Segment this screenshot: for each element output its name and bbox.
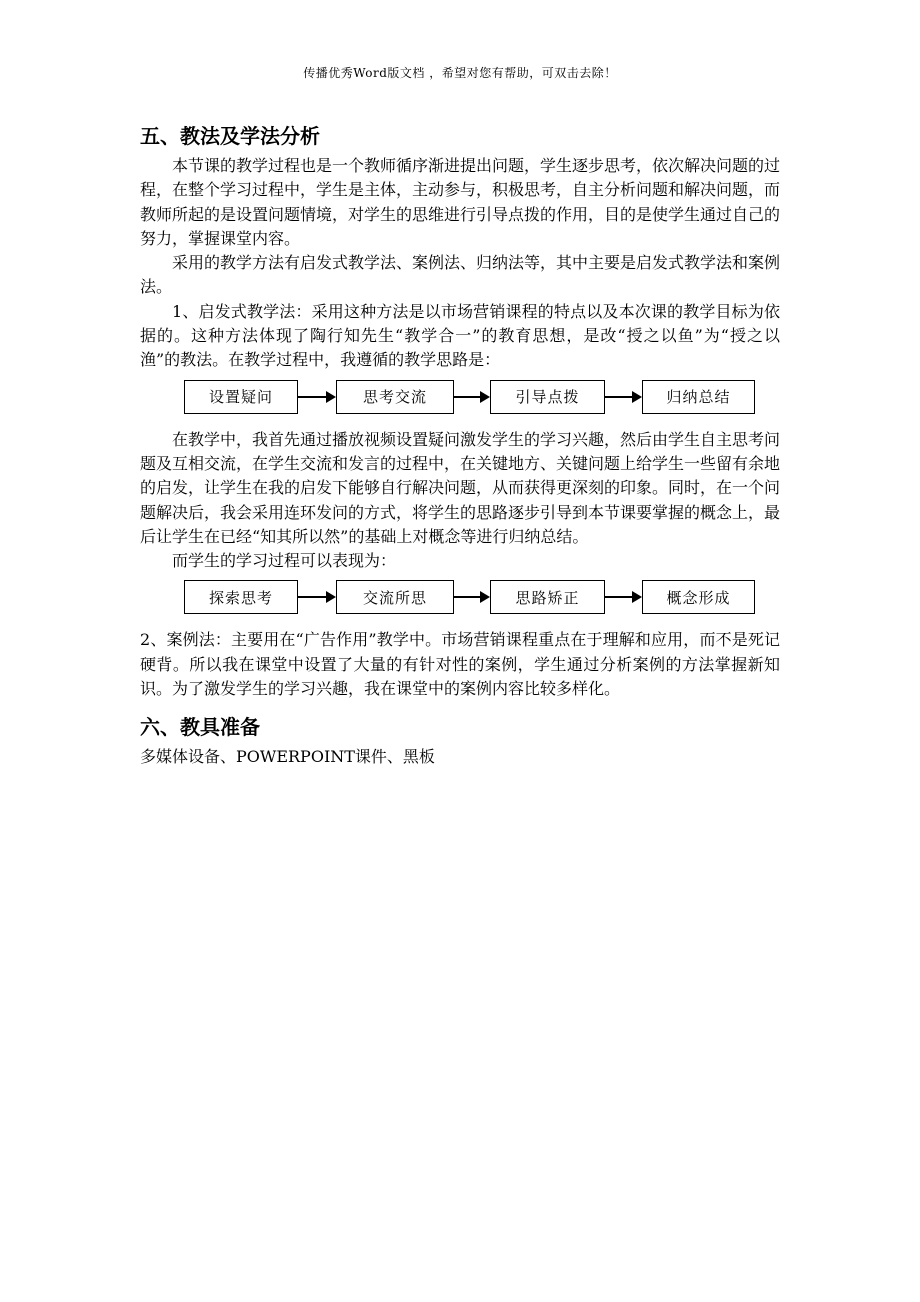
paragraph-teaching-aids: 多媒体设备、POWERPOINT课件、黑板: [140, 747, 435, 767]
paragraph-case-method: 2、案例法：主要用在“广告作用”教学中。市场营销课程重点在于理解和应用，而不是死记硬背。所以我在课堂中设置了大量的有针对性的案例，学生通过分析案例的方法掌握新知识。为了激发学生的学习兴趣，我在课堂中的案例内容比较多样化。: [140, 630, 780, 699]
paragraph-heuristic-method: 1、启发式教学法：采用这种方法是以市场营销课程的特点以及本次课的教学目标为依据的。这种方法体现了陶行知先生“教学合一”的教育思想，是改“授之以鱼”为“授之以渔”的教法。在教学过程中，我遵循的教学思路是：: [140, 301, 780, 370]
flow-step-box: 思路矫正: [490, 580, 605, 614]
teaching-flow-diagram: [140, 380, 780, 420]
flow-arrow-icon: [298, 396, 334, 398]
flow-step-box: 思考交流: [336, 380, 454, 414]
learning-flow-diagram: [140, 580, 780, 620]
flow-step-box: 交流所思: [336, 580, 454, 614]
paragraph-teaching-detail: 在教学中，我首先通过播放视频设置疑问激发学生的学习兴趣，然后由学生自主思考问题及互相交流，在学生交流和发言的过程中，在关键地方、关键问题上给学生一些留有余地的启发，让学生在我的启发下能够自行解决问题，从而获得更深刻的印象。同时，在一个问题解决后，我会采用连环发问的方式，将学生的思路逐步引导到本节课要掌握的概念上，最后让学生在已经“知其所以然”的基础上对概念等进行归纳总结。: [140, 429, 781, 546]
page-header-note: 传播优秀Word版文档 ，希望对您有帮助，可双击去除！: [303, 66, 617, 80]
flow-arrow-icon: [454, 596, 488, 598]
flow-arrow-icon: [298, 596, 334, 598]
flow-step-box: 设置疑问: [184, 380, 298, 414]
paragraph-teaching-process: 本节课的教学过程也是一个教师循序渐进提出问题，学生逐步思考，依次解决问题的过程，在整个学习过程中，学生是主体，主动参与，积极思考，自主分析问题和解决问题，而教师所起的是设置问题情境，对学生的思维进行引导点拨的作用，目的是使学生通过自己的努力，掌握课堂内容。: [140, 156, 781, 248]
section-title-teaching-methods: 五、教法及学法分析: [140, 124, 320, 148]
flow-step-box: 引导点拨: [490, 380, 605, 414]
flow-step-box: 探索思考: [184, 580, 298, 614]
flow-step-box: 归纳总结: [642, 380, 755, 414]
flow-arrow-icon: [605, 396, 640, 398]
section-title-teaching-aids: 六、教具准备: [140, 715, 260, 740]
flow-arrow-icon: [454, 396, 488, 398]
paragraph-methods-overview: 采用的教学方法有启发式教学法、案例法、归纳法等，其中主要是启发式教学法和案例法。: [140, 253, 781, 297]
document-body: [140, 118, 780, 770]
flow-arrow-icon: [605, 596, 640, 598]
flow-step-box: 概念形成: [642, 580, 755, 614]
paragraph-learning-process-intro: 而学生的学习过程可以表现为：: [172, 551, 397, 571]
